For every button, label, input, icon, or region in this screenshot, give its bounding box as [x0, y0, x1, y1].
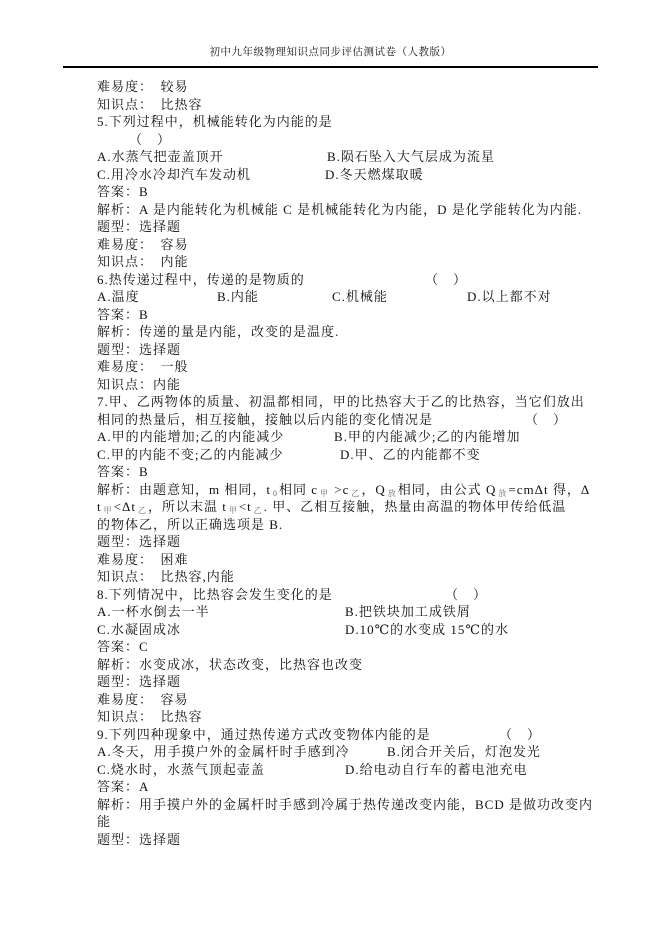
q7-analysis-line-3 — [97, 516, 645, 534]
text-segment: 9.下列四种现象中，通过热传递方式改变物体内能的是 — [97, 726, 431, 742]
text-segment: 7.甲、乙两物体的质量、初温都相同，甲的比热容大于乙的比热容，当它们放出 — [97, 394, 585, 409]
q8-answer-line — [97, 638, 645, 656]
text-segment: A.甲的内能增加;乙的内能减少 — [97, 429, 285, 444]
text-segment: 难易度： 一般 — [97, 359, 189, 374]
text-segment: t — [97, 499, 102, 514]
text-segment: 题型：选择题 — [97, 534, 182, 549]
q5-type-line — [97, 218, 645, 236]
text-segment: 题型：选择题 — [97, 219, 182, 234]
text-segment: D.冬天燃煤取暖 — [325, 166, 424, 182]
document-content — [97, 78, 645, 848]
q6-difficulty-line — [97, 358, 645, 376]
q5-analysis-line — [97, 201, 645, 219]
q8-options-cd — [97, 621, 645, 639]
text-segment: 知识点： 内能 — [97, 254, 189, 269]
q7-stem-line-1 — [97, 393, 645, 411]
text-segment: 题型：选择题 — [97, 831, 182, 847]
text-segment: A.温度 — [97, 289, 140, 304]
q7-analysis-line-1 — [97, 481, 645, 499]
q9-options-cd — [97, 761, 645, 779]
q7-stem-line-2 — [97, 411, 645, 429]
q8-analysis-line — [97, 656, 645, 674]
q7-answer-line — [97, 463, 645, 481]
subscript-text: 放 — [387, 488, 396, 498]
text-segment: 的物体乙，所以正确选项是 B. — [97, 516, 284, 532]
text-segment: 6.热传递过程中，传递的是物质的 — [97, 271, 305, 287]
text-segment: B.内能 — [217, 289, 259, 304]
q9-answer-line — [97, 778, 645, 796]
q6-knowledge-line — [97, 376, 645, 394]
text-segment: C.机械能 — [332, 289, 388, 304]
q5-stem-line — [97, 113, 645, 131]
text-segment: D.甲、乙的内能都不变 — [340, 446, 481, 462]
text-segment: 答案：C — [97, 639, 149, 654]
q7-analysis-line-2 — [97, 498, 645, 516]
q7-type-line — [97, 533, 645, 551]
text-segment: 题型：选择题 — [97, 674, 182, 689]
text-segment: <Δt — [113, 499, 136, 514]
text-segment: A.水蒸气把壶盖顶开 — [97, 149, 224, 164]
q5-difficulty-line — [97, 236, 645, 254]
text-segment: 知识点： 比热容 — [97, 709, 203, 724]
text-segment: 解析：水变成冰，状态改变，比热容也改变 — [97, 656, 364, 672]
text-segment: 相同，由公式 Q — [397, 481, 497, 497]
q7-difficulty-line — [97, 551, 645, 569]
text-segment: 知识点：内能 — [97, 376, 182, 392]
q7-options-ab — [97, 428, 645, 446]
q4-knowledge-line — [97, 96, 645, 114]
subscript-text: 乙 — [137, 506, 146, 515]
subscript-text: 乙 — [351, 488, 360, 498]
text-segment: （ ） — [425, 271, 468, 287]
text-segment: ，Q — [361, 481, 386, 497]
subscript-text: 乙 — [253, 506, 262, 515]
text-segment: 难易度： 较易 — [97, 79, 189, 94]
text-segment: B.陨石坠入大气层成为流星 — [327, 149, 495, 164]
text-segment: B.把铁块加工成铁屑 — [345, 604, 471, 619]
text-segment: （ ） — [499, 726, 542, 742]
text-segment: <t — [238, 499, 252, 514]
text-segment: 答案：B — [97, 306, 149, 322]
text-segment: 答案：A — [97, 779, 150, 794]
q8-type-line — [97, 673, 645, 691]
q9-stem-line — [97, 726, 645, 744]
subscript-text: 甲 — [103, 506, 112, 515]
text-segment: 知识点： 比热容 — [97, 96, 203, 112]
text-segment: 解析：用手摸户外的金属杆时手感到冷属于热传递改变内能，BCD 是做功改变内 — [97, 796, 593, 812]
text-segment: （ ） — [129, 131, 172, 147]
subscript-text: 0 — [272, 488, 277, 498]
q8-difficulty-line — [97, 691, 645, 709]
text-segment: A.冬天，用手摸户外的金属杆时手感到冷 — [97, 744, 350, 759]
text-segment: C.甲的内能不变;乙的内能减少 — [97, 446, 284, 462]
text-segment: 相同的热量后，相互接触，接触以后内能的变化情况是 — [97, 411, 434, 427]
text-segment: 题型：选择题 — [97, 341, 182, 357]
q9-type-line — [97, 831, 645, 849]
q9-analysis-line-2 — [97, 813, 645, 831]
q6-type-line — [97, 341, 645, 359]
text-segment: B.闭合开关后，灯泡发光 — [387, 744, 541, 759]
text-segment: D.10℃的水变成 15℃的水 — [345, 621, 509, 637]
q7-knowledge-line — [97, 568, 645, 586]
q9-analysis-line-1 — [97, 796, 645, 814]
text-segment: 8.下列情况中，比热容会发生变化的是 — [97, 586, 333, 602]
text-segment: 答案：B — [97, 464, 149, 479]
header-rule — [63, 66, 598, 68]
q7-options-cd — [97, 446, 645, 464]
text-segment: D.给电动自行车的蓄电池充电 — [345, 761, 528, 777]
text-segment: 5.下列过程中，机械能转化为内能的是 — [97, 114, 333, 129]
text-segment: 解析：A 是内能转化为机械能 C 是机械能转化为内能，D 是化学能转化为内能. — [97, 201, 582, 217]
text-segment: >c — [330, 481, 350, 497]
q9-options-ab — [97, 743, 645, 761]
text-segment: 相同 c — [278, 481, 319, 497]
document-title: 初中九年级物理知识点同步评估测试卷（人教版） — [209, 47, 452, 58]
text-segment: 知识点： 比热容,内能 — [97, 569, 235, 584]
text-segment: . 甲、乙相互接触，热量由高温的物体甲传给低温 — [263, 499, 567, 514]
q5-paren-line — [97, 131, 645, 149]
text-segment: ，所以末温 t — [147, 499, 227, 514]
q5-options-cd — [97, 166, 645, 184]
q8-knowledge-line — [97, 708, 645, 726]
q5-knowledge-line — [97, 253, 645, 271]
q6-stem-line — [97, 271, 645, 289]
text-segment: B.甲的内能减少;乙的内能增加 — [334, 429, 521, 444]
text-segment: 难易度： 容易 — [97, 236, 189, 252]
text-segment: 解析：由题意知，m 相同，t — [97, 481, 271, 497]
text-segment: 答案：B — [97, 184, 149, 199]
q6-analysis-line — [97, 323, 645, 341]
subscript-text: 甲 — [228, 506, 237, 515]
q6-options-abcd — [97, 288, 645, 306]
q4-difficulty-line — [97, 78, 645, 96]
text-segment: 难易度： 困难 — [97, 551, 189, 567]
subscript-text: 甲 — [320, 488, 329, 498]
text-segment: =cmΔt 得，Δ — [508, 481, 591, 497]
q5-answer-line — [97, 183, 645, 201]
text-segment: 能 — [97, 814, 112, 829]
text-segment: D.以上都不对 — [467, 289, 552, 304]
subscript-text: 放 — [498, 488, 507, 498]
text-segment: 难易度： 容易 — [97, 691, 189, 707]
text-segment: 解析：传递的量是内能，改变的是温度. — [97, 324, 340, 339]
text-segment: （ ） — [525, 411, 568, 427]
text-segment: A.一杯水倒去一半 — [97, 604, 210, 619]
text-segment: C.水凝固成冰 — [97, 621, 181, 637]
q8-stem-line — [97, 586, 645, 604]
q5-options-ab — [97, 148, 645, 166]
text-segment: C.烧水时，水蒸气顶起壶盖 — [97, 761, 265, 777]
text-segment: C.用冷水冷却汽车发动机 — [97, 166, 251, 182]
q8-options-ab — [97, 603, 645, 621]
text-segment: （ ） — [445, 586, 488, 602]
q6-answer-line — [97, 306, 645, 324]
